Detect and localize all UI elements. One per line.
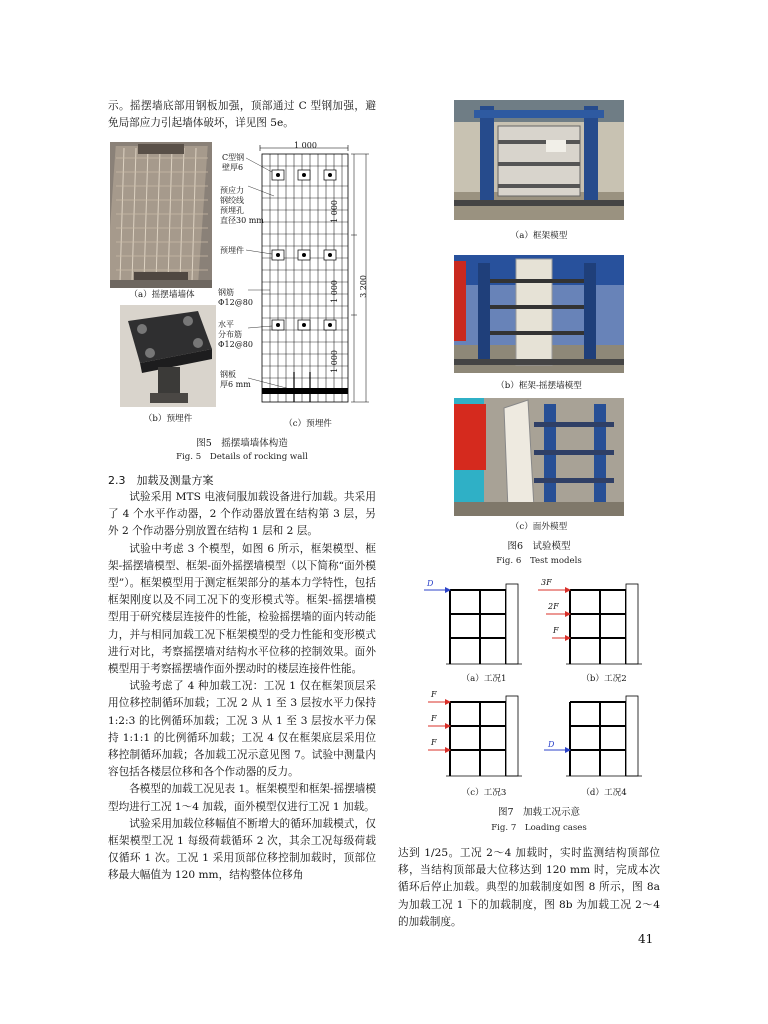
fig7-caption-cn: 图7 加载工况示意 <box>497 807 581 818</box>
case-1-frame <box>424 584 522 664</box>
left-column-body <box>108 489 376 885</box>
label-d-case1: D <box>427 579 434 588</box>
fig6-caption-cn: 图6 试验模型 <box>507 541 571 552</box>
fig5-caption-en: Fig. 5 Details of rocking wall <box>176 452 308 462</box>
label-c-steel: C型钢 壁厚6 <box>222 153 245 172</box>
fig6-sub-c: （c）面外模型 <box>510 522 568 532</box>
dim-total: 3 200 <box>359 275 368 298</box>
fig7-sub-a: （a）工况1 <box>461 674 507 684</box>
loading-cases-diagram <box>410 572 668 800</box>
frame-rocking-wall-photo <box>454 255 624 373</box>
section-heading: 2.3 加载及测量方案 <box>108 474 214 487</box>
out-of-plane-model-photo <box>454 398 624 516</box>
rocking-wall-photo <box>110 142 212 288</box>
dim-2: 1 000 <box>330 280 339 303</box>
label-rebar: 钢筋 Φ12@80 <box>218 288 253 307</box>
fig5-caption-cn: 图5 摇摆墙墙体构造 <box>196 438 288 449</box>
label-hdist: 水平 分布筋 Φ12@80 <box>218 320 253 349</box>
label-f-case2: F <box>553 626 559 635</box>
label-d-case4: D <box>548 740 555 749</box>
case-4-frame <box>544 696 642 776</box>
fig7-sub-d: （d）工况4 <box>581 788 627 798</box>
fig5-sub-a: （a）摇摆墙墙体 <box>129 290 195 300</box>
embedded-part-photo <box>120 305 216 407</box>
dim-top: 1 000 <box>294 141 317 150</box>
label-f-case3-mid: F <box>431 714 437 723</box>
paragraph: 试验采用 MTS 电液伺服加载设备进行加载。共采用了 4 个水平作动器，2 个作动器放置在结构第 3 层，另外 2 个作动器分别放置在结构 1 层和 2 层。 <box>108 491 376 538</box>
label-2f: 2F <box>548 602 559 611</box>
left-top-paragraph: 示。摇摆墙底部用钢板加强，顶部通过 C 型钢加强，避免局部应力引起墙体破坏，详见图 5e。 <box>108 100 376 130</box>
figure-5 <box>108 140 376 460</box>
case-2-frame <box>538 584 642 664</box>
label-plate: 钢板 厚6 mm <box>220 370 251 389</box>
label-embed: 预埋件 <box>220 246 244 255</box>
fig6-sub-b: （b）框架-摇摆墙模型 <box>496 381 582 391</box>
label-f-case3-bot: F <box>431 738 437 747</box>
fig7-sub-b: （b）工况2 <box>581 674 627 684</box>
label-f-case3-top: F <box>431 690 437 699</box>
fig6-sub-a: （a）框架模型 <box>510 231 568 241</box>
fig7-sub-c: （c）工况3 <box>461 788 507 798</box>
frame-model-photo <box>454 100 624 220</box>
fig7-caption-en: Fig. 7 Loading cases <box>491 823 587 833</box>
dim-3: 1 000 <box>330 350 339 373</box>
case-3-frame <box>428 696 522 776</box>
paragraph: 各模型的加载工况见表 1。框架模型和框架-摇摆墙模型均进行工况 1～4 加载，面外模型仅进行工况 1 加载。 <box>108 783 376 813</box>
paragraph: 试验采用加载位移幅值不断增大的循环加载模式，仅框架模型工况 1 每级荷载循环 2 次，其余工况每级荷载仅循环 1 次。工况 1 采用顶部位移控制加载时，顶部位移最大幅值为 120 mm，结构整体位移角 <box>108 817 376 882</box>
paragraph: 试验考虑了 4 种加载工况：工况 1 仅在框架顶层采用位移控制循环加载；工况 2 从 1 至 3 层按水平力保持 1:2:3 的比例循环加载；工况 3 从 1 至 3 层按水平力保持 1:1:1 的比例循环加载；工况 4 仅在框架底层采用位移控制循环加载；各加载工况示意见图 7。试验中测量内容包括各楼层位移和各个作动器的反力。 <box>108 680 376 779</box>
fig5-sub-b: （b）预埋件 <box>143 414 193 424</box>
fig5-sub-c: （c）预埋件 <box>284 419 332 429</box>
paragraph: 试验中考虑 3 个模型，如图 6 所示，框架模型、框架-摇摆墙模型、框架-面外摇摆墙模型（以下简称“面外模型”）。框架模型用于测定框架部分的基本力学特性，包括框架刚度以及不同工况下的变形模式等。框架-摇摆墙模型用于研究楼层连接件的性能，检验摇摆墙的面内转动能力，并与相同加载工况下框架模型的受力性能和变形模式进行对比，考察摇摆墙对结构水平位移的控制效果。面外模型用于考察摇摆墙作面外摆动时的楼层连接件性能。 <box>108 542 376 676</box>
dim-1: 1 000 <box>330 200 339 223</box>
fig6-caption-en: Fig. 6 Test models <box>496 556 582 566</box>
page-number: 41 <box>638 932 654 946</box>
label-strand: 预应力 钢绞线 预埋孔 直径30 mm <box>220 186 264 225</box>
right-bottom-paragraph: 达到 1/25。工况 2～4 加载时，实时监测结构顶部位移，当结构顶部最大位移达到 120 mm 时，完成本次循环后停止加载。典型的加载制度如图 8 所示，图 8a 为加载工况 1 下的加载制度，图 8b 为加载工况 2～4 的加载制度。 <box>398 847 660 928</box>
label-3f: 3F <box>541 578 552 587</box>
